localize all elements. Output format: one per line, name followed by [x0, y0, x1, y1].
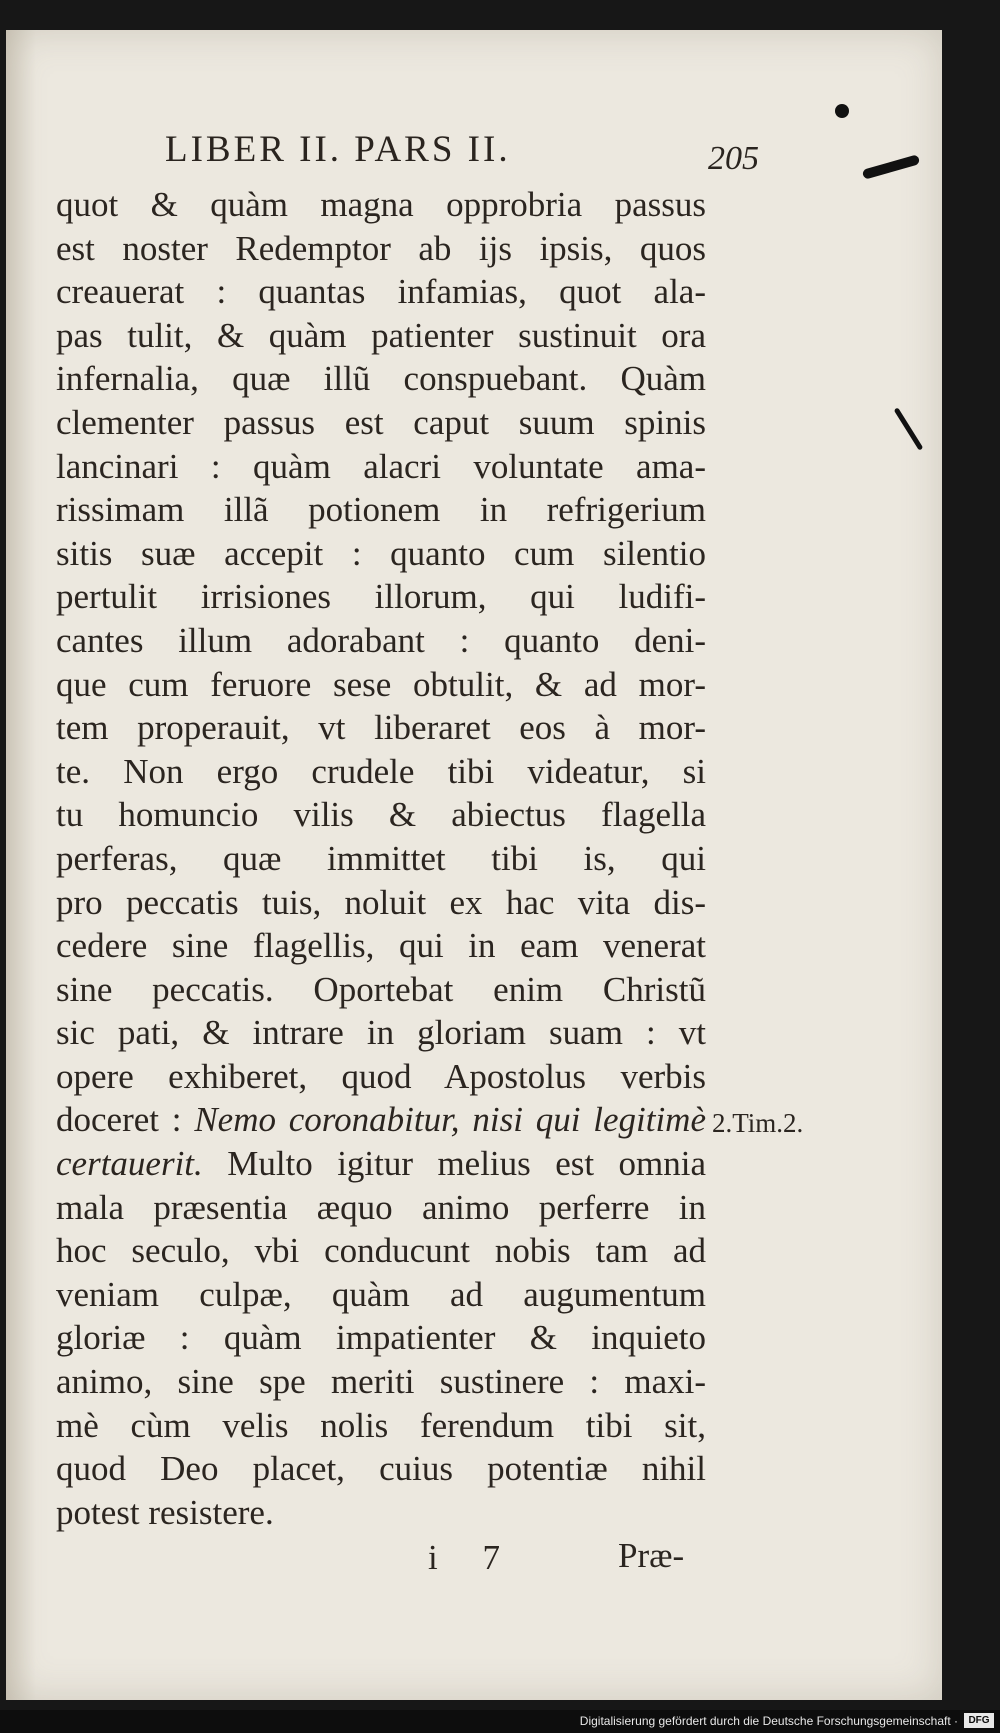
- text-line: mè cùm velis nolis ferendum tibi sit,: [56, 1405, 706, 1445]
- main-text-block: [56, 183, 706, 1534]
- text-line: quod Deo placet, cuius potentiæ nihil: [56, 1449, 706, 1489]
- text-line: gloriæ : quàm impatienter & inquieto: [56, 1318, 706, 1358]
- text-line: perferas, quæ immittet tibi is, qui: [56, 838, 706, 878]
- text-line-with-quotation: [56, 1142, 706, 1186]
- text-line: sitis suæ accepit : quanto cum silentio: [56, 533, 706, 573]
- text-line: sic pati, & intrare in gloriam suam : vt: [56, 1013, 706, 1053]
- text-line: infernalia, quæ illũ conspuebant. Quàm: [56, 359, 706, 399]
- page-edge-shading: [6, 30, 36, 1700]
- text-line: rissimam illã potionem in refrigerium: [56, 490, 706, 530]
- text-line: cantes illum adorabant : quanto deni-: [56, 620, 706, 660]
- dfg-logo: DFG: [964, 1713, 994, 1728]
- text-line: tem properauit, vt liberaret eos à mor-: [56, 708, 706, 748]
- text-line: hoc seculo, vbi conducunt nobis tam ad: [56, 1231, 706, 1271]
- text-line: que cum feruore sese obtulit, & ad mor-: [56, 664, 706, 704]
- text-line: creauerat : quantas infamias, quot ala-: [56, 272, 706, 312]
- text-line: est noster Redemptor ab ijs ipsis, quos: [56, 228, 706, 268]
- text-line: animo, sine spe meriti sustinere : maxi-: [56, 1362, 706, 1402]
- scripture-quotation: Nemo coronabitur, nisi qui legitimè: [194, 1100, 706, 1140]
- text-line: pertulit irrisiones illorum, qui ludifi-: [56, 577, 706, 617]
- page-number: 205: [708, 140, 759, 177]
- text-line: te. Non ergo crudele tibi videatur, si: [56, 751, 706, 791]
- text-line-with-quotation: [56, 1098, 706, 1142]
- text-line: sine peccatis. Oportebat enim Christũ: [56, 969, 706, 1009]
- text-line: mala præsentia æquo animo perferre in: [56, 1187, 706, 1227]
- text-line: quot & quàm magna opprobria passus: [56, 185, 706, 224]
- text-line: cedere sine flagellis, qui in eam venerat: [56, 926, 706, 966]
- text-line: opere exhiberet, quod Apostolus verbis: [56, 1056, 706, 1096]
- margin-reference: 2.Tim.2.: [712, 1108, 804, 1138]
- text-line: potest resistere.: [56, 1492, 274, 1532]
- text-line: pro peccatis tuis, noluit ex hac vita dis-: [56, 882, 706, 922]
- ink-dot-mark: [835, 104, 849, 118]
- funding-credit: Digitalisierung gefördert durch die Deutsche Forschungsgemeinschaft ·: [579, 1714, 958, 1728]
- text-line: veniam culpæ, quàm ad augumentum: [56, 1274, 706, 1314]
- catchword: Præ-: [618, 1536, 685, 1575]
- text-line: clementer passus est caput suum spinis: [56, 402, 706, 442]
- signature-mark: i 7: [428, 1538, 518, 1577]
- text-roman: Multo igitur melius est omnia: [202, 1144, 706, 1184]
- running-head: LIBER II. PARS II.: [165, 129, 511, 170]
- text-line: tu homuncio vilis & abiectus flagella: [56, 795, 706, 835]
- scripture-quotation: certauerit.: [56, 1144, 203, 1184]
- text-roman: doceret :: [56, 1100, 195, 1140]
- text-line: lancinari : quàm alacri voluntate ama-: [56, 446, 706, 486]
- text-line: pas tulit, & quàm patienter sustinuit ora: [56, 315, 706, 355]
